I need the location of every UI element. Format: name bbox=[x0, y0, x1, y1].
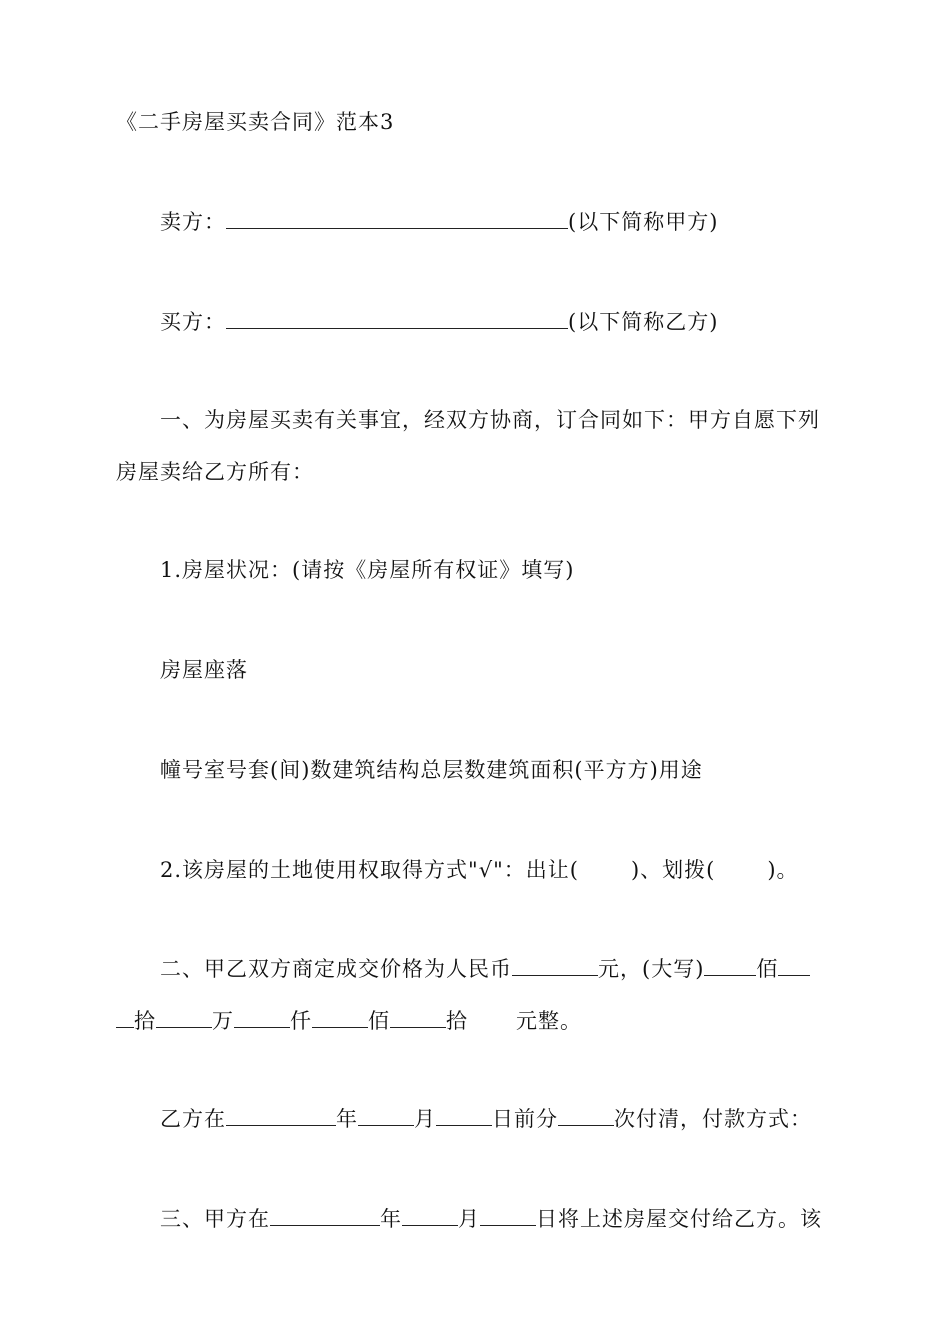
payment-b: 年 bbox=[336, 1107, 358, 1131]
clause3-a: 三、甲方在 bbox=[160, 1207, 270, 1231]
ten-thousand-blank[interactable] bbox=[156, 1007, 212, 1028]
clause2-e: 万 bbox=[212, 1009, 234, 1033]
payment-month-blank[interactable] bbox=[358, 1105, 414, 1126]
clause2-c: 佰 bbox=[756, 957, 779, 981]
installments-blank[interactable] bbox=[558, 1105, 614, 1126]
clause1-line2 bbox=[0, 458, 950, 486]
seller-suffix: (以下简称甲方) bbox=[568, 210, 719, 234]
columns-text: 幢号室号套(间)数建筑结构总层数建筑面积(平方方)用途 bbox=[160, 758, 703, 782]
delivery-year-blank[interactable] bbox=[270, 1205, 380, 1226]
item2-end: )。 bbox=[767, 858, 799, 882]
buyer-suffix: (以下简称乙方) bbox=[568, 310, 719, 334]
location-text: 房屋座落 bbox=[160, 658, 248, 682]
payment-a: 乙方在 bbox=[160, 1107, 226, 1131]
ten-blank[interactable] bbox=[390, 1007, 446, 1028]
clause3-line bbox=[0, 1205, 950, 1233]
delivery-day-blank[interactable] bbox=[480, 1205, 536, 1226]
payment-c: 月 bbox=[414, 1107, 436, 1131]
payment-line bbox=[0, 1105, 950, 1133]
clause2-a: 二、甲乙双方商定成交价格为人民币 bbox=[160, 957, 512, 981]
clause2-b: 元，(大写) bbox=[598, 957, 705, 981]
payment-day-blank[interactable] bbox=[436, 1105, 492, 1126]
clause1-text-2: 房屋卖给乙方所有： bbox=[116, 460, 314, 484]
clause3-d: 日将上述房屋交付给乙方。该 bbox=[536, 1207, 822, 1231]
document-title bbox=[0, 108, 950, 136]
clause1-line1 bbox=[0, 406, 950, 434]
buyer-blank[interactable] bbox=[226, 308, 568, 329]
ten-million-blank-part2[interactable] bbox=[116, 1007, 134, 1028]
clause2-h: 拾 bbox=[446, 1009, 468, 1033]
delivery-month-blank[interactable] bbox=[402, 1205, 458, 1226]
hundred-blank[interactable] bbox=[312, 1007, 368, 1028]
clause3-c: 月 bbox=[458, 1207, 480, 1231]
item1-text: 1.房屋状况：(请按《房屋所有权证》填写) bbox=[160, 558, 575, 582]
clause2-f: 仟 bbox=[290, 1009, 312, 1033]
payment-year-blank[interactable] bbox=[226, 1105, 336, 1126]
item1-line bbox=[0, 556, 950, 584]
payment-d: 日前分 bbox=[492, 1107, 558, 1131]
item2-mid: )、划拨( bbox=[630, 858, 716, 882]
ten-million-blank-part1[interactable] bbox=[778, 955, 810, 976]
price-blank[interactable] bbox=[512, 955, 598, 976]
clause1-text-1: 一、为房屋买卖有关事宜，经双方协商，订合同如下：甲方自愿下列 bbox=[160, 408, 820, 432]
buyer-line bbox=[0, 308, 950, 336]
item2-line bbox=[0, 856, 950, 884]
hundred-million-blank[interactable] bbox=[704, 955, 756, 976]
seller-blank[interactable] bbox=[226, 208, 568, 229]
clause2-d: 拾 bbox=[134, 1009, 156, 1033]
thousand-blank[interactable] bbox=[234, 1007, 290, 1028]
seller-label: 卖方： bbox=[160, 210, 226, 234]
clause3-b: 年 bbox=[380, 1207, 402, 1231]
clause2-i: 元整。 bbox=[516, 1009, 582, 1033]
location-line bbox=[0, 656, 950, 684]
columns-line bbox=[0, 756, 950, 784]
title-text: 《二手房屋买卖合同》范本3 bbox=[116, 110, 395, 134]
payment-e: 次付清，付款方式： bbox=[614, 1107, 812, 1131]
buyer-label: 买方： bbox=[160, 310, 226, 334]
item2-text: 2.该房屋的土地使用权取得方式"√"：出让( bbox=[160, 858, 579, 882]
seller-line bbox=[0, 208, 950, 236]
clause2-line1 bbox=[0, 955, 950, 983]
clause2-g: 佰 bbox=[368, 1009, 390, 1033]
clause2-line2 bbox=[0, 1007, 950, 1035]
